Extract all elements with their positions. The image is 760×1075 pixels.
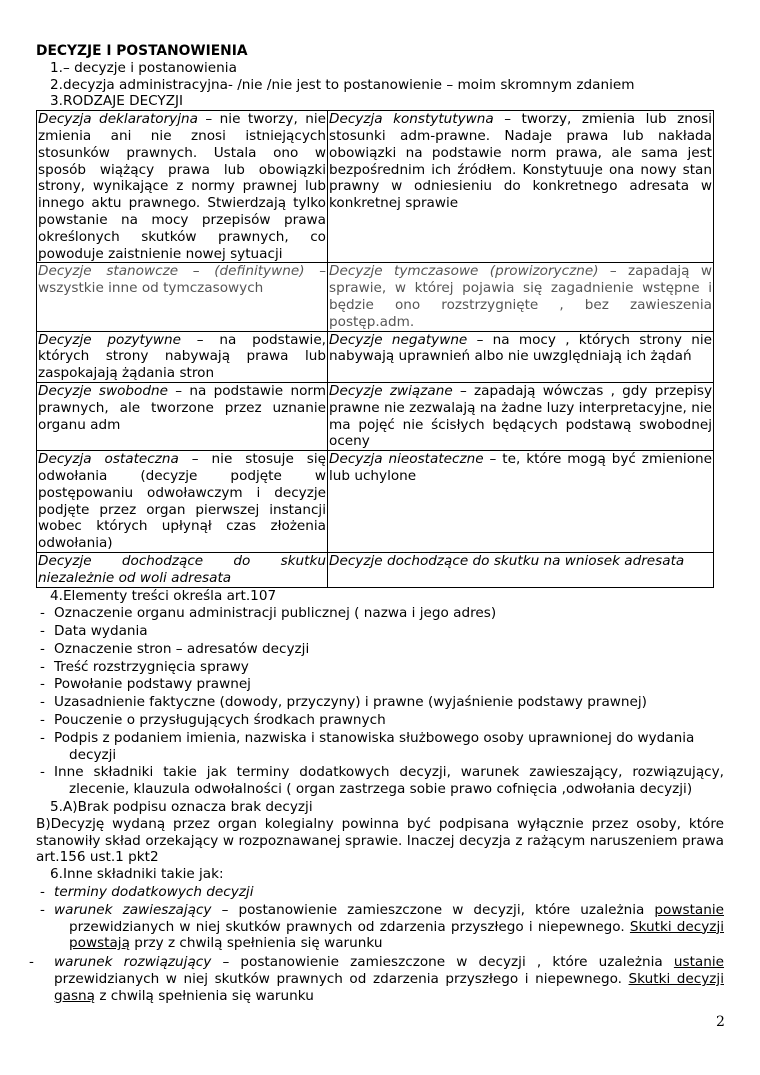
term: Decyzje związane bbox=[329, 382, 453, 399]
dash-bullet: - bbox=[40, 694, 45, 711]
intro-line-1: 1.– decyzje i postanowienia bbox=[50, 59, 237, 76]
term-desc: – tworzy, zmienia lub znosi stosunki adm-prawne. Nadaje prawa lub nakłada obowiązki na podstawie norm prawa, ale sama jest bezpośrednim ich źródłem. Konstytuuje ona nowy stan prawny w odniesieniu do konkretnego adresata w konkretnej sprawie bbox=[329, 111, 712, 212]
list-item: - Oznaczenie stron – adresatów decyzji bbox=[40, 640, 310, 657]
term: Decyzje dochodzące do skutku na wniosek adresata bbox=[329, 552, 685, 569]
list-item: - terminy dodatkowych decyzji bbox=[40, 884, 254, 901]
list-item: - warunek rozwiązujący – postanowienie zamieszczone w decyzji , które uzależnia ustanie przewidzianych w niej skutków prawnych od zdarzenia przyszłego i niepewnego. Skutki decyzji gasną z chwilą spełnienia się warunku bbox=[29, 954, 725, 1004]
list-item: - warunek zawieszający – postanowienie zamieszczone w decyzji, które uzależnia powstanie przewidzianych w niej skutków prawnych od zdarzenia przyszłego i niepewnego. Skutki decyzji powstają przy z chwilą spełnienia się warunku bbox=[40, 901, 725, 952]
term-desc: – na mocy , których strony nie nabywają uprawnień albo nie uwzględniają ich żądań bbox=[329, 331, 712, 365]
document-page bbox=[29, 43, 725, 1005]
term-desc: – zapadają wówczas , gdy przepisy prawne nie zezwalają na żadne luzy interpretacyjne, nie ma pojęć nie ścisłych będących podstawą swobodnej oceny bbox=[329, 382, 712, 450]
term: Decyzje negatywne bbox=[329, 331, 468, 348]
table-cell bbox=[328, 111, 714, 263]
paragraph-5b: B)Decyzję wydaną przez organ kolegialny powinna być podpisana wyłącznie przez osoby, które stanowiły skład orzekający w rozpoznawanej sprawie. Inaczej decyzja z rażącym naruszeniem prawa art.156 ust.1 pkt2 bbox=[36, 815, 724, 866]
list-item: - Pouczenie o przysługujących środkach prawnych bbox=[40, 712, 386, 729]
table-cell bbox=[37, 263, 328, 331]
table-cell bbox=[37, 331, 328, 382]
list-item: - Inne składniki takie jak terminy dodatkowych decyzji, warunek zawieszający, rozwiązujący, zlecenie, klauzula odwołalności ( organ zastrzega sobie prawo cofnięcia ,odwołania decyzji) bbox=[40, 764, 724, 798]
term-desc: – nie stosuje się odwołania (decyzje podjęte w postępowaniu odwoławczym i decyzje podjęte przez organ pierwszej instancji wobec których upłynął czas złożenia odwołania) bbox=[38, 451, 326, 552]
table-cell bbox=[328, 552, 714, 587]
dash-bullet: - bbox=[40, 658, 45, 675]
dash-bullet: - bbox=[40, 623, 45, 640]
term-desc: – te, które mogą być zmienione lub uchylone bbox=[329, 451, 713, 484]
page-title: DECYZJE I POSTANOWIENIA bbox=[36, 43, 248, 59]
dash-bullet: - bbox=[40, 712, 45, 729]
list-item: - Data wydania bbox=[40, 623, 148, 640]
term: Decyzje tymczasowe (prowizoryczne) bbox=[329, 263, 599, 280]
decision-types-table bbox=[36, 110, 714, 587]
list-item: - Oznaczenie organu administracji publicznej ( nazwa i jego adres) bbox=[40, 605, 497, 622]
dash-bullet: - bbox=[40, 640, 45, 657]
term: Decyzja nieostateczne bbox=[329, 451, 484, 468]
term: Decyzje swobodne bbox=[38, 382, 168, 399]
dash-bullet: - bbox=[40, 729, 45, 746]
table-cell bbox=[328, 382, 714, 450]
elements-heading: 4.Elementy treści określa art.107 bbox=[50, 587, 277, 604]
term: Decyzje pozytywne bbox=[38, 331, 182, 348]
list-item: - Treść rozstrzygnięcia sprawy bbox=[40, 658, 249, 675]
table-cell bbox=[37, 451, 328, 553]
table-cell bbox=[37, 382, 328, 450]
table-row bbox=[37, 331, 714, 382]
list-item: - Uzasadnienie faktyczne (dowody, przyczyny) i prawne (wyjaśnienie podstawy prawnej) bbox=[40, 694, 647, 711]
paragraph-5a: 5.A)Brak podpisu oznacza brak decyzji bbox=[50, 799, 313, 816]
elements-list bbox=[36, 605, 724, 798]
term: Decyzja deklaratoryjna bbox=[38, 111, 198, 128]
dash-bullet: - bbox=[40, 764, 45, 781]
term-desc: – na podstawie norm prawnych, ale tworzone przez uznanie organu adm bbox=[38, 382, 326, 433]
term: Decyzja konstytutywna bbox=[329, 111, 494, 128]
term-desc: – zapadają w sprawie, w której pojawia się zagadnienie wstępne i będzie ono rozstrzygnięte , bez zawieszenia postęp.adm. bbox=[329, 263, 712, 330]
paragraph-6: 6.Inne składniki takie jak: bbox=[50, 866, 224, 883]
table-cell bbox=[328, 263, 714, 331]
dash-bullet: - bbox=[40, 605, 45, 622]
dash-bullet: - bbox=[29, 954, 34, 971]
table-row bbox=[37, 263, 714, 331]
table-cell bbox=[37, 111, 328, 263]
dash-bullet: - bbox=[40, 676, 45, 693]
term: Decyzje stanowcze – (definitywne) bbox=[38, 263, 305, 280]
other-components-list bbox=[36, 884, 724, 952]
term: Decyzje dochodzące do skutku niezależnie od woli adresata bbox=[38, 552, 326, 586]
table-cell bbox=[328, 451, 714, 553]
table-row bbox=[37, 382, 714, 450]
list-item: - Podpis z podaniem imienia, nazwiska i stanowiska służbowego osoby uprawnionej do wydania decyzji bbox=[40, 729, 695, 763]
intro-line-2: 2.decyzja administracyjna- /nie /nie jest to postanowienie – moim skromnym zdaniem bbox=[50, 76, 635, 93]
term: Decyzja ostateczna bbox=[38, 451, 179, 468]
table-row bbox=[37, 451, 714, 553]
term-desc: – wszystkie inne od tymczasowych bbox=[38, 263, 326, 297]
table-row bbox=[37, 552, 714, 587]
dash-bullet: - bbox=[40, 901, 45, 918]
term-desc: – na podstawie, których strony nabywają prawa lub zaspokajają żądania stron bbox=[38, 331, 327, 382]
table-cell bbox=[37, 552, 328, 587]
list-item: - Powołanie podstawy prawnej bbox=[40, 676, 251, 693]
term-desc: – nie tworzy, nie zmienia ani nie znosi istniejących stosunków prawnych. Ustala ono w sposób wiążący prawa lub obowiązki strony, wynikające z normy prawnej lub innego aktu prawnego. Stwierdzają tylko powstanie na mocy przepisów prawa określonych skutków prawnych, co powoduje zaistnienie nowej sytuacji bbox=[38, 111, 326, 262]
table-cell bbox=[328, 331, 714, 382]
intro-line-3: 3.RODZAJE DECYZJI bbox=[50, 93, 184, 110]
dash-bullet: - bbox=[40, 884, 45, 901]
table-row bbox=[37, 111, 714, 263]
page-number: 2 bbox=[716, 1014, 725, 1030]
